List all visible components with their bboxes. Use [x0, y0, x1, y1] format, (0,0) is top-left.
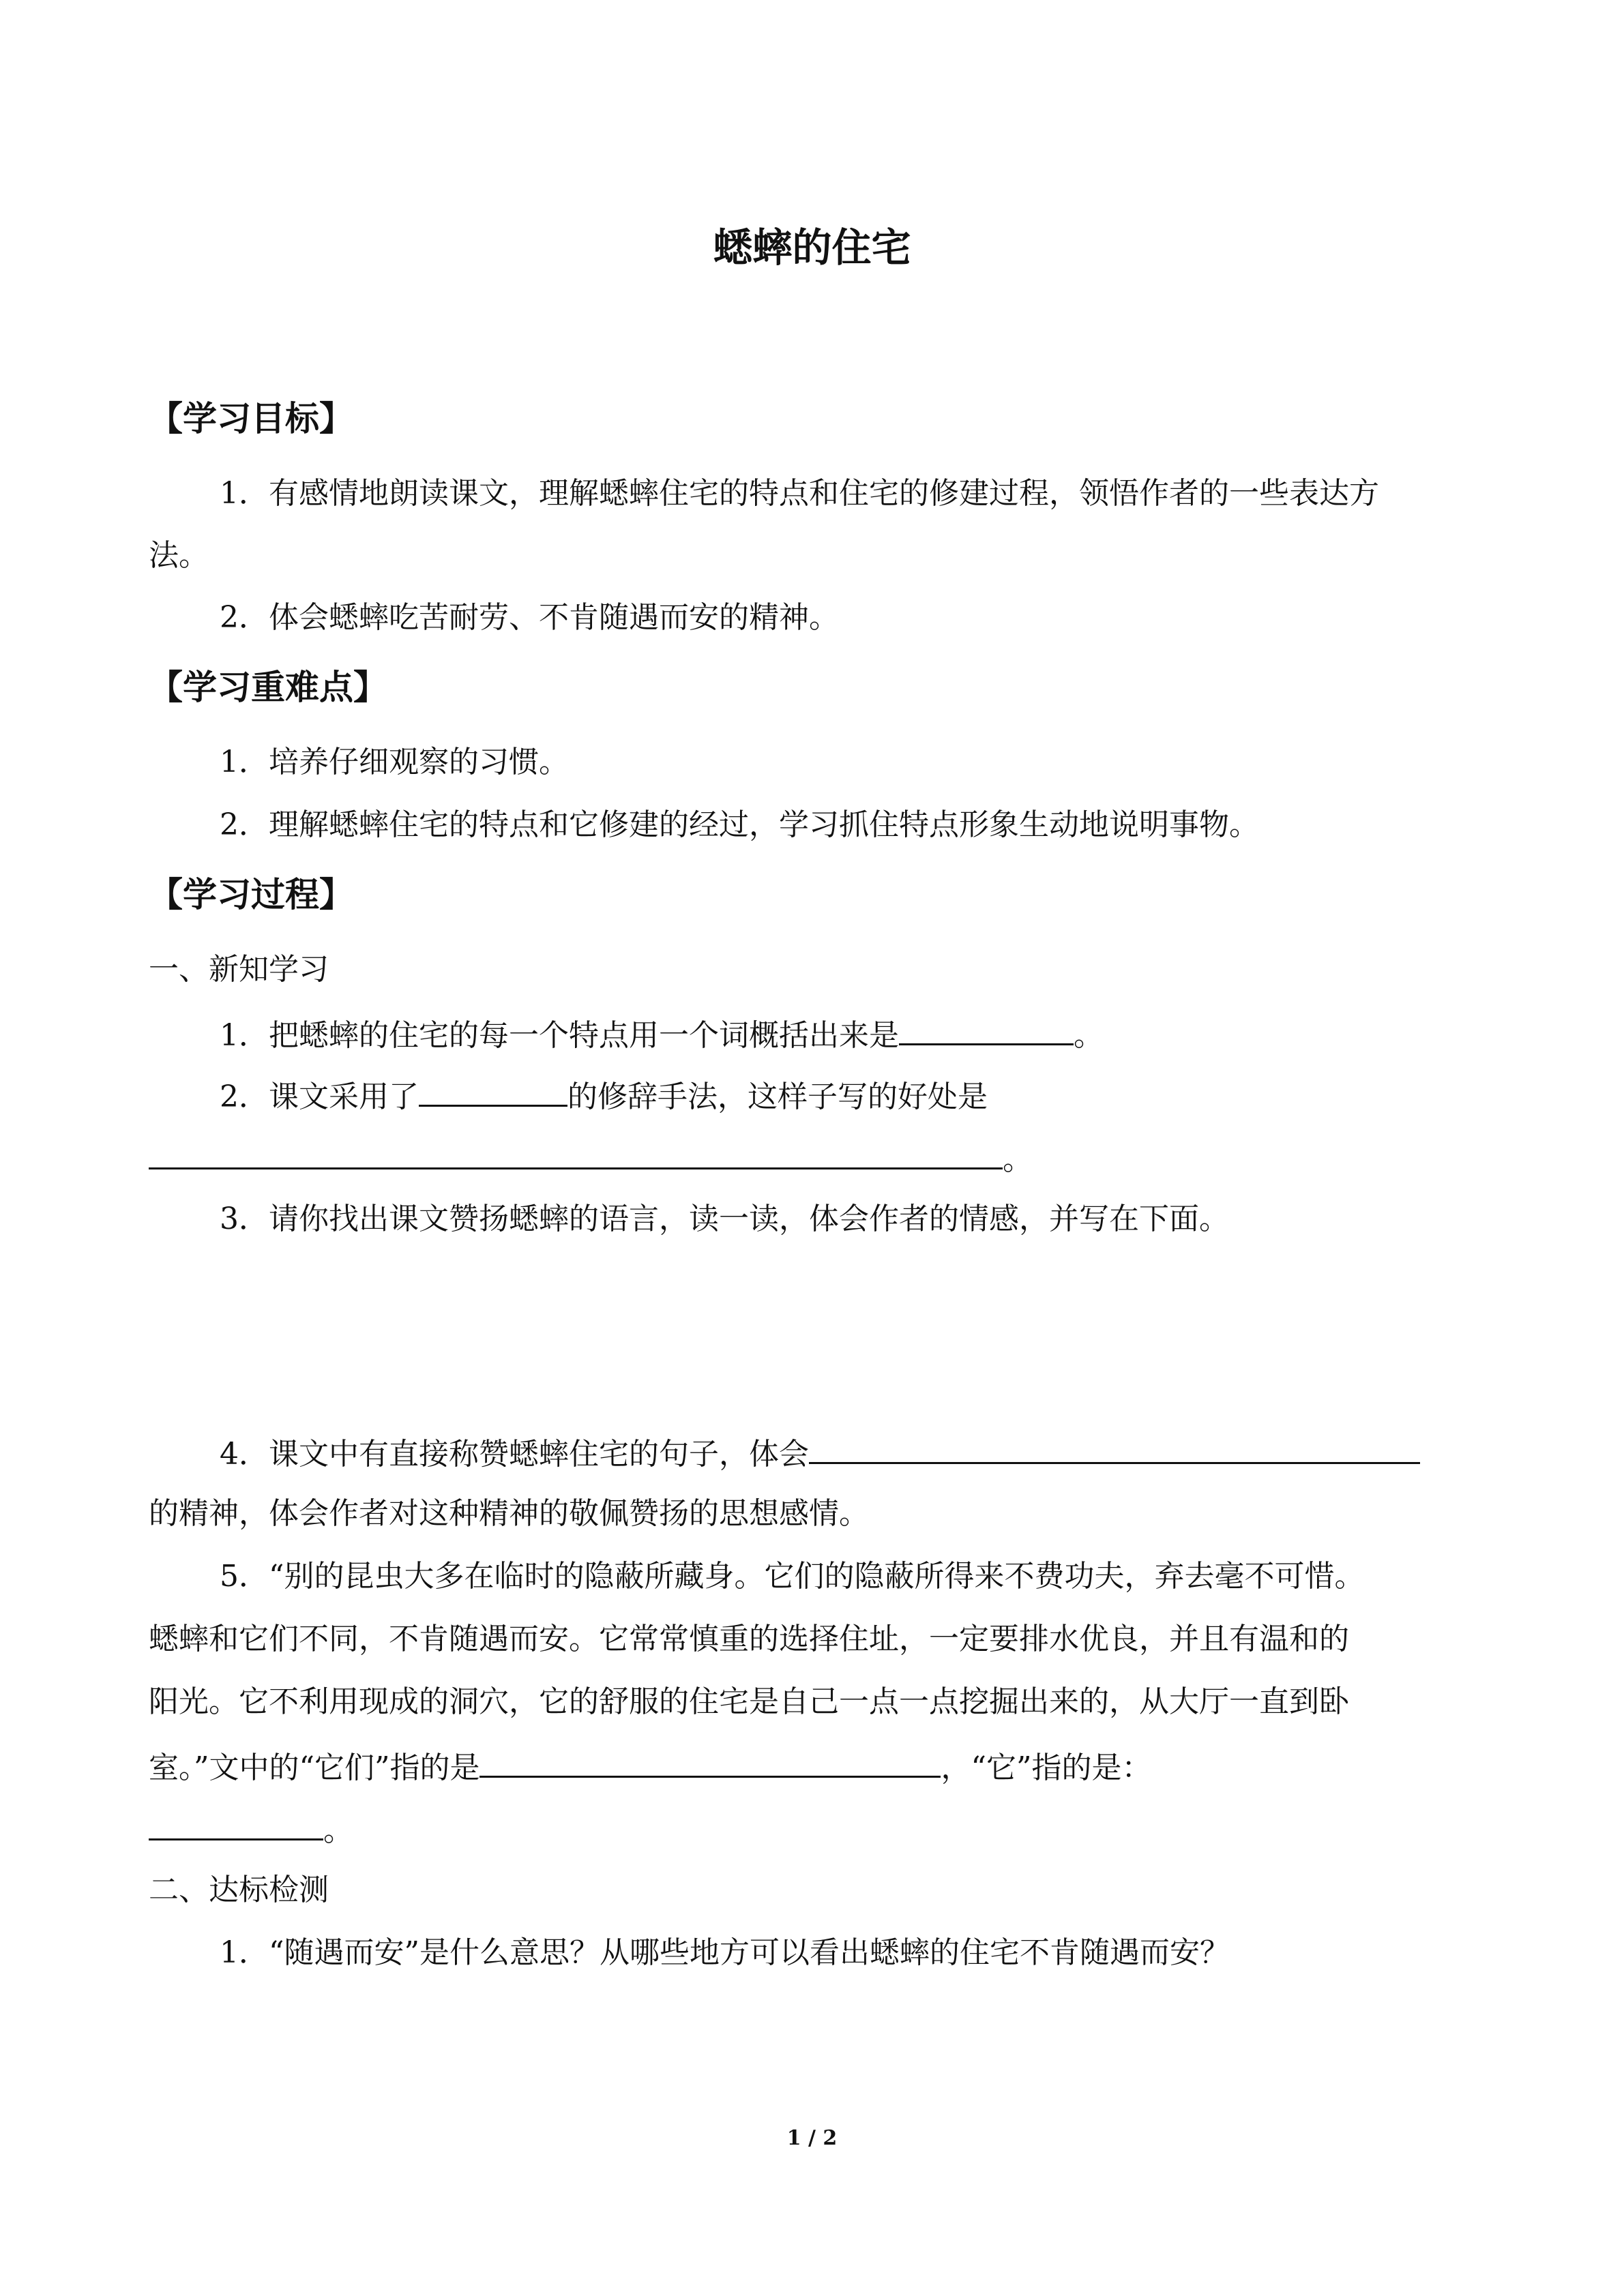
answer-blank[interactable] [809, 1431, 1420, 1464]
key-point-1: 1．培养仔细观察的习惯。 [220, 745, 569, 779]
question-1-5-end: 。 [323, 1813, 353, 1848]
answer-blank[interactable] [899, 1012, 1074, 1045]
question-1-1-end: 。 [1074, 1018, 1104, 1053]
part2-label: 二、达标检测 [149, 1873, 329, 1907]
question-1-2-mid: 的修辞手法，这样子写的好处是 [567, 1079, 988, 1114]
question-1-5-text-a: 室。”文中的“它们”指的是 [149, 1750, 480, 1785]
heading-learning-process: 【学习过程】 [149, 875, 353, 914]
question-1-2-line-1 [220, 1073, 988, 1118]
key-point-2: 2．理解蟋蟀住宅的特点和它修建的经过，学习抓住特点形象生动地说明事物。 [220, 807, 1259, 842]
answer-blank[interactable] [149, 1807, 323, 1840]
question-1-1 [220, 1012, 1104, 1056]
heading-key-points: 【学习重难点】 [149, 668, 387, 707]
question-1-4-line-2: 的精神，体会作者对这种精神的敬佩赞扬的思想感情。 [149, 1496, 869, 1531]
page-number: 1 / 2 [786, 2126, 838, 2150]
answer-blank[interactable] [149, 1136, 1003, 1169]
part1-label: 一、新知学习 [149, 952, 329, 987]
question-1-5-line-3: 阳光。它不利用现成的洞穴，它的舒服的住宅是自己一点一点挖掘出来的，从大厅一直到卧 [149, 1684, 1349, 1719]
document-title: 蟋蟀的住宅 [713, 224, 911, 271]
goal-item-2: 2．体会蟋蟀吃苦耐劳、不肯随遇而安的精神。 [220, 600, 839, 635]
heading-learning-goals: 【学习目标】 [149, 399, 353, 438]
question-1-4-line-1 [220, 1431, 1420, 1475]
question-1-5-line-5 [149, 1807, 353, 1851]
question-1-1-text: 1．把蟋蟀的住宅的每一个特点用一个词概括出来是 [220, 1018, 899, 1053]
question-1-5-text-b: ，“它”指的是： [941, 1750, 1152, 1785]
question-1-5-line-4 [149, 1744, 1151, 1789]
question-1-2-line-2 [149, 1136, 1033, 1180]
question-1-5-line-1: 5．“别的昆虫大多在临时的隐蔽所藏身。它们的隐蔽所得来不费功夫，弃去毫不可惜。 [220, 1559, 1365, 1594]
goal-item-1-line-1: 1．有感情地朗读课文，理解蟋蟀住宅的特点和住宅的修建过程，领悟作者的一些表达方 [220, 476, 1379, 511]
answer-blank[interactable] [479, 1744, 941, 1778]
question-1-4-text: 4．课文中有直接称赞蟋蟀住宅的句子，体会 [220, 1437, 809, 1472]
answer-blank[interactable] [419, 1073, 567, 1107]
question-2-1: 1．“随遇而安”是什么意思？从哪些地方可以看出蟋蟀的住宅不肯随遇而安？ [220, 1935, 1230, 1970]
question-1-5-line-2: 蟋蟀和它们不同，不肯随遇而安。它常常慎重的选择住址，一定要排水优良，并且有温和的 [149, 1622, 1349, 1656]
question-1-2-text: 2．课文采用了 [220, 1079, 419, 1114]
question-1-3: 3．请你找出课文赞扬蟋蟀的语言，读一读，体会作者的情感，并写在下面。 [220, 1202, 1229, 1236]
question-1-2-end: 。 [1003, 1142, 1033, 1177]
goal-item-1-line-2: 法。 [149, 538, 209, 573]
